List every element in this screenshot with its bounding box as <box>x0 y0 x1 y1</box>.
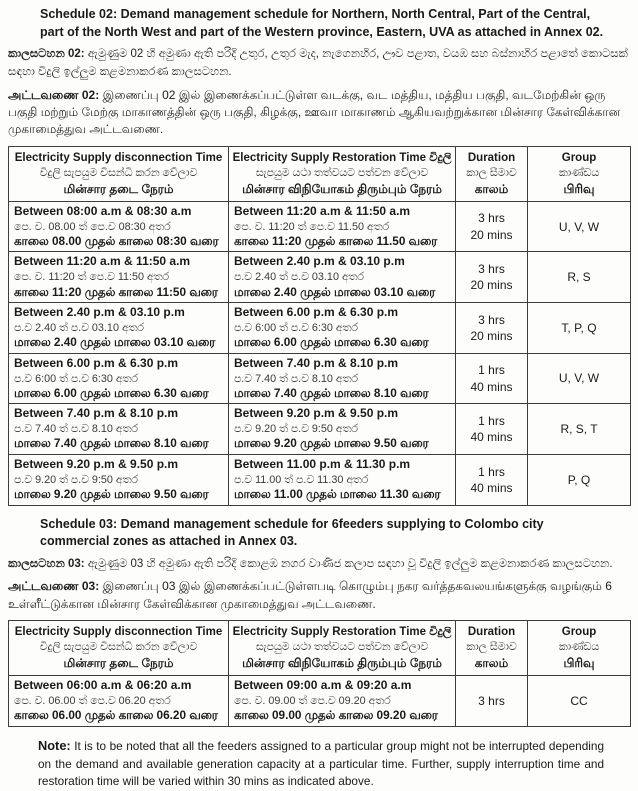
restoration-time-ta: மாலை 6.00 முதல் மாலை 6.30 வரை <box>234 335 429 350</box>
duration-cell <box>456 252 528 303</box>
duration-line1: 3 hrs <box>478 693 505 708</box>
restoration-time-cell <box>229 676 456 727</box>
header-group-si: කාණ්ඩය <box>558 166 600 179</box>
group-cell <box>528 353 631 404</box>
restoration-time-cell <box>229 303 456 354</box>
header-disconnection-si: විදුලි සැපයුම විසන්ධි කරන වේලාව <box>39 166 198 179</box>
header-duration <box>456 621 528 676</box>
disconnection-time-en: Between 06:00 a.m & 06:20 a.m <box>14 678 192 693</box>
disconnection-time-ta: மாலை 7.40 முதல் மாலை 8.10 வரை <box>14 436 209 451</box>
header-duration-en: Duration <box>467 626 516 639</box>
schedule03-tamil-text: இணைப்பு 03 இல் இணைக்கப்பட்டுள்ளபடி கொழும்பு நகர வர்த்தகவலயங்களுக்கு வழங்கும் 6 உள்ளீட்டுக்கான மின்சார கேள்விக்கான முகாமைத்துவ அட்டவணை. <box>8 579 612 611</box>
restoration-time-ta: காலை 09.00 முதல் காலை 09.20 வரை <box>234 708 438 723</box>
schedule03-heading <box>40 516 608 551</box>
header-restoration-en: Electricity Supply Restoration Time විදුලි <box>232 151 452 164</box>
duration-line1: 1 hrs <box>478 413 505 428</box>
duration-line1: 1 hrs <box>478 363 505 378</box>
group-value: U, V, W <box>558 219 600 234</box>
schedule-table-row <box>9 455 631 506</box>
disconnection-time-en: Between 2.40 p.m & 03.10 p.m <box>14 305 185 320</box>
note-text: It is to be noted that all the feeders assigned to a particular group might not be interrupted depending on the demand and available generation capacity at a particular time. Further, supply interruption time and restoration time will be varied within 30 mins as indicated above. <box>38 738 605 789</box>
disconnection-time-en: Between 6.00 p.m & 6.30 p.m <box>14 355 179 370</box>
schedule02-sinhala-label: කාලසටහන 02: <box>8 48 85 60</box>
schedule02-sinhala-paragraph <box>8 46 630 82</box>
duration-line2: 40 mins <box>470 480 513 495</box>
header-disconnection-en: Electricity Supply disconnection Time <box>14 626 223 639</box>
restoration-time-ta: மாலை 7.40 முதல் மாலை 8.10 வரை <box>234 385 429 400</box>
restoration-time-si: පෙ. ව. 11:20 ත් පෙ.ව 11.50 අතර <box>234 220 389 233</box>
header-duration-si: කාල සීමාව <box>466 166 517 179</box>
schedule03-tamil-paragraph <box>8 578 630 613</box>
restoration-time-en: Between 11:20 a.m & 11:50 a.m <box>234 203 411 218</box>
group-value: R, S <box>567 270 591 285</box>
group-value: U, V, W <box>558 371 600 386</box>
duration-line1: 1 hrs <box>478 464 505 479</box>
disconnection-time-en: Between 11:20 a.m & 11:50 a.m <box>14 254 191 269</box>
disconnection-time-cell <box>9 353 229 404</box>
duration-line2: 40 mins <box>470 430 513 445</box>
disconnection-time-ta: மாலை 2.40 முதல் மாலை 03.10 வரை <box>14 335 216 350</box>
restoration-time-cell <box>229 455 456 506</box>
header-disconnection-en: Electricity Supply disconnection Time <box>14 151 223 164</box>
restoration-time-en: Between 9.20 p.m & 9.50 p.m <box>234 406 399 421</box>
schedule03-sinhala-text: ඇමුණුම 03 හි අමුණා ඇති පරිදි කොළඹ නගර වාණිජ කලාප සඳහා වූ විදුලි ඉල්ලුම කළමනාකරණ කාලසටහන. <box>87 557 613 570</box>
group-cell <box>528 252 631 303</box>
schedule02-tamil-text: இணைப்பு 02 இல் இணைக்கப்பட்டுள்ள வடக்கு, வட மத்திய, மத்திய பகுதி, வடமேற்கின் ஒரு பகுதி மற்றும் மேற்கு மாகாணத்தின் ஒரு பகுதி, கிழக்கு, ஊவா மாகாணம் ஆகியவற்றுக்கான மின்சார கேள்விக்கான முகாமைத்துவ அட்டவணை. <box>8 87 621 137</box>
header-group-si: කාණ්ඩය <box>558 641 600 654</box>
restoration-time-si: ප.ව 7.40 ත් ප.ව 8.10 අතර <box>234 372 358 385</box>
header-restoration-ta: மின்சார விநியோகம் திரும்பும் நேரம் <box>242 656 442 671</box>
schedule-table-row <box>9 353 631 404</box>
disconnection-time-si: ප.ව 9.20 ත් ප.ව 9:50 අතර <box>14 473 138 486</box>
header-group <box>528 621 631 676</box>
header-restoration-en: Electricity Supply Restoration Time විදුලි <box>232 626 452 639</box>
disconnection-time-ta: மாலை 9.20 முதல் மாலை 9.50 வரை <box>14 487 209 502</box>
restoration-time-si: ප.ව 2.40 ත් ප.ව 03.10 අතර <box>234 271 364 284</box>
restoration-time-en: Between 09:00 a.m & 09:20 a.m <box>234 678 412 693</box>
schedule02-table-header-row <box>9 146 631 201</box>
disconnection-time-si: පෙ. ව. 11:20 ත් පෙ.ව 11:50 අතර <box>14 271 169 284</box>
restoration-time-en: Between 11.00 p.m & 11.30 p.m <box>234 457 411 471</box>
group-cell <box>528 676 631 727</box>
restoration-time-ta: மாலை 11.00 முதல் மாலை 11.30 வரை <box>234 487 441 502</box>
header-disconnection-si: විදුලි සැපයුම විසන්ධි කරන වේලාව <box>39 641 198 654</box>
restoration-time-si: ප.ව 11.00 ත් ප.ව 11.30 අතර <box>234 473 369 486</box>
restoration-time-cell <box>229 404 456 455</box>
schedule02-heading <box>40 6 608 41</box>
disconnection-time-si: පෙ. ව. 06.00 ත් පෙ.ව 06.20 අතර <box>14 695 171 708</box>
schedule03-table-body <box>9 676 631 727</box>
group-cell <box>528 455 631 506</box>
header-duration <box>456 146 528 201</box>
disconnection-time-en: Between 9.20 p.m & 9.50 p.m <box>14 457 179 471</box>
schedule-table-row <box>9 303 631 354</box>
disconnection-time-si: ප.ව 2.40 ත් ප.ව 03.10 අතර <box>14 321 144 334</box>
header-duration-si: කාල සීමාව <box>466 641 517 654</box>
group-value: CC <box>570 693 588 708</box>
header-restoration <box>229 146 456 201</box>
duration-line2: 40 mins <box>470 379 513 394</box>
restoration-time-ta: மாலை 2.40 முதல் மாலை 03.10 வரை <box>234 284 436 299</box>
header-restoration-si: සැපයුම යථා තත්වයට පත්වන වේලාව <box>255 166 429 179</box>
header-duration-ta: காலம் <box>474 182 509 196</box>
schedule03-sinhala-paragraph <box>8 556 630 574</box>
group-cell <box>528 404 631 455</box>
restoration-time-si: ප.ව 9.20 ත් ප.ව 9:50 අතර <box>234 423 358 436</box>
schedule03-table-header-row <box>9 621 631 676</box>
disconnection-time-en: Between 08:00 a.m & 08:30 a.m <box>14 203 192 218</box>
restoration-time-cell <box>229 252 456 303</box>
header-disconnection-ta: மின்சார தடை நேரம் <box>63 656 174 671</box>
header-restoration <box>229 621 456 676</box>
restoration-time-en: Between 2.40 p.m & 03.10 p.m <box>234 254 405 269</box>
disconnection-time-si: පෙ. ව. 08.00 ත් පෙ.ව 08:30 අතර <box>14 220 171 233</box>
header-group-ta: பிரிவு <box>563 182 595 196</box>
schedule02-heading-label: Schedule 02: <box>40 7 118 21</box>
schedule-table-row <box>9 252 631 303</box>
schedule02-tamil-label: அட்டவணை 02: <box>8 87 100 102</box>
schedule02-heading-text: Demand management schedule for Northern, North Central, Part of the Central, part of the North West and part of the Western province, Eastern, UVA as attached in Annex 02. <box>40 7 604 39</box>
disconnection-time-cell <box>9 676 229 727</box>
disconnection-time-cell <box>9 201 229 252</box>
duration-cell <box>456 455 528 506</box>
disconnection-time-si: ප.ව 6:00 ත් ප.ව 6:30 අතර <box>14 372 138 385</box>
group-value: T, P, Q <box>561 320 597 335</box>
disconnection-time-cell <box>9 303 229 354</box>
duration-line1: 3 hrs <box>478 262 505 277</box>
schedule-table-row <box>9 404 631 455</box>
schedule-table-row <box>9 676 631 727</box>
header-duration-en: Duration <box>467 151 516 164</box>
duration-cell <box>456 303 528 354</box>
disconnection-time-ta: காலை 08.00 முதல் காலை 08:30 வரை <box>14 233 219 248</box>
header-disconnection-ta: மின்சார தடை நேரம் <box>63 182 174 196</box>
duration-cell <box>456 353 528 404</box>
restoration-time-cell <box>229 353 456 404</box>
group-cell <box>528 201 631 252</box>
header-restoration-si: සැපයුම යථා තත්වයට පත්වන වේලාව <box>255 641 429 654</box>
header-duration-ta: காலம் <box>474 656 509 671</box>
group-value: R, S, T <box>560 422 598 437</box>
schedule02-tamil-paragraph <box>8 87 630 139</box>
disconnection-time-si: ප.ව 7.40 ත් ප.ව 8.10 අතර <box>14 423 138 436</box>
schedule-table-row <box>9 201 631 252</box>
restoration-time-ta: காலை 11:20 முதல் காலை 11.50 வரை <box>234 233 438 248</box>
restoration-time-en: Between 7.40 p.m & 8.10 p.m <box>234 355 399 370</box>
duration-cell <box>456 201 528 252</box>
group-value: P, Q <box>567 472 591 487</box>
duration-line2: 20 mins <box>470 278 513 293</box>
header-group <box>528 146 631 201</box>
disconnection-time-cell <box>9 404 229 455</box>
duration-line1: 3 hrs <box>478 312 505 327</box>
disconnection-time-cell <box>9 252 229 303</box>
disconnection-time-ta: காலை 11:20 முதல் காலை 11:50 வரை <box>14 284 218 299</box>
duration-cell <box>456 404 528 455</box>
schedule02-sinhala-text: ඇමුණුම 02 හි අමුණා ඇති පරිදි උතුර, උතුර මැද, නැගෙනහිර, ඌව පළාත, වයඹ සහ බස්නාහිර පළාතේ කොටසක් සඳහා විදුලි ඉල්ලුම කළමනාකරණ කාලසටහන. <box>8 48 628 78</box>
restoration-time-si: පෙ. ව. 09.00 ත් පෙ.ව 09.20 අතර <box>234 695 391 708</box>
restoration-time-si: ප.ව 6:00 ත් ප.ව 6:30 අතර <box>234 321 358 334</box>
restoration-time-en: Between 6.00 p.m & 6.30 p.m <box>234 305 399 320</box>
restoration-time-cell <box>229 201 456 252</box>
disconnection-time-ta: காலை 06.00 முதல் காலை 06.20 வரை <box>14 708 218 723</box>
schedule02-table-body <box>9 201 631 505</box>
duration-line2: 20 mins <box>470 227 513 242</box>
schedule02-table <box>8 146 631 506</box>
schedule03-tamil-label: அட்டவணை 03: <box>8 579 100 594</box>
schedule03-sinhala-label: කාලසටහන 03: <box>8 557 85 570</box>
header-group-ta: பிரிவு <box>563 656 595 671</box>
disconnection-time-en: Between 7.40 p.m & 8.10 p.m <box>14 406 179 421</box>
header-disconnection <box>9 146 229 201</box>
note-paragraph <box>38 737 604 791</box>
schedule03-heading-label: Schedule 03: <box>40 516 118 531</box>
header-group-en: Group <box>561 151 597 164</box>
header-group-en: Group <box>561 626 597 639</box>
restoration-time-ta: மாலை 9.20 முதல் மாலை 9.50 வரை <box>234 436 429 451</box>
duration-line1: 3 hrs <box>478 211 505 226</box>
schedule03-heading-text: Demand management schedule for 6feeders supplying to Colombo city commercial zones as attached in Annex 03. <box>40 516 544 549</box>
note-label: Note: <box>38 737 71 753</box>
header-disconnection <box>9 621 229 676</box>
schedule03-table <box>8 620 631 727</box>
disconnection-time-cell <box>9 455 229 506</box>
duration-line2: 20 mins <box>470 328 513 343</box>
disconnection-time-ta: மாலை 6.00 முதல் மாலை 6.30 வரை <box>14 385 209 400</box>
duration-cell <box>456 676 528 727</box>
group-cell <box>528 303 631 354</box>
header-restoration-ta: மின்சார விநியோகம் திரும்பும் நேரம் <box>242 182 442 196</box>
